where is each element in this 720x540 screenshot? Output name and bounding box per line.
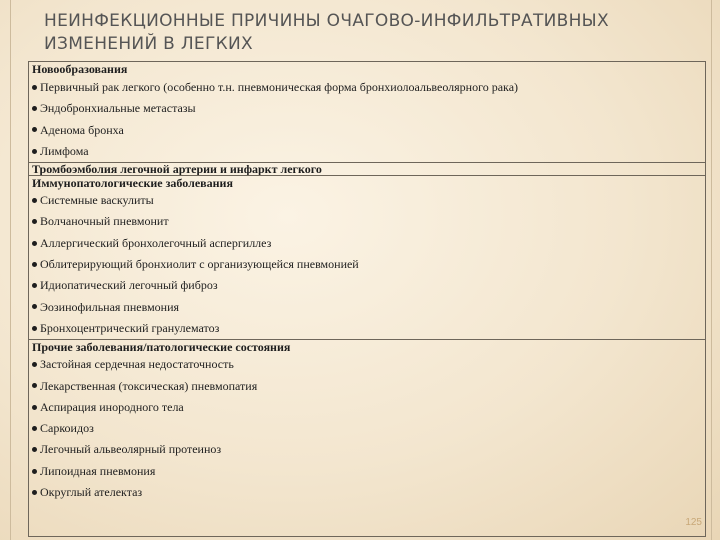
list-item: Аллергический бронхолегочный аспергиллез	[29, 233, 705, 254]
bullet-icon	[32, 469, 37, 474]
slide-frame-right	[711, 0, 712, 540]
bullet-icon	[32, 426, 37, 431]
list-item: Системные васкулиты	[29, 190, 705, 211]
list-item: Эозинофильная пневмония	[29, 297, 705, 318]
list-item: Лимфома	[29, 141, 705, 162]
list-item: Липоидная пневмония	[29, 461, 705, 482]
bullet-icon	[32, 85, 37, 90]
bullet-icon	[32, 149, 37, 154]
list-item: Первичный рак легкого (особенно т.н. пневмоническая форма бронхиолоальвеолярного рака)	[29, 77, 705, 98]
bullet-icon	[32, 127, 37, 132]
bullet-icon	[32, 198, 37, 203]
bullet-icon	[32, 405, 37, 410]
bullet-icon	[32, 283, 37, 288]
list-item: Лекарственная (токсическая) пневмопатия	[29, 376, 705, 397]
section-header-other: Прочие заболевания/патологические состояния	[29, 339, 705, 354]
bullet-icon	[32, 326, 37, 331]
list-item: Округлый ателектаз	[29, 482, 705, 503]
bullet-icon	[32, 262, 37, 267]
list-item: Аспирация инородного тела	[29, 397, 705, 418]
list-item: Идиопатический легочный фиброз	[29, 275, 705, 296]
list-item: Аденома бронха	[29, 120, 705, 141]
list-item: Бронхоцентрический гранулематоз	[29, 318, 705, 339]
bullet-icon	[32, 219, 37, 224]
list-item: Саркоидоз	[29, 418, 705, 439]
list-item: Легочный альвеолярный протеиноз	[29, 439, 705, 460]
list-item: Застойная сердечная недостаточность	[29, 354, 705, 375]
bullet-icon	[32, 304, 37, 309]
list-item: Облитерирующий бронхиолит с организующейся пневмонией	[29, 254, 705, 275]
slide-frame-left	[10, 0, 11, 540]
slide-title: НЕИНФЕКЦИОННЫЕ ПРИЧИНЫ ОЧАГОВО-ИНФИЛЬТРАТИВНЫХ ИЗМЕНЕНИЙ В ЛЕГКИХ	[44, 11, 609, 54]
list-item: Волчаночный пневмонит	[29, 211, 705, 232]
list-item: Эндобронхиальные метастазы	[29, 98, 705, 119]
bullet-icon	[32, 362, 37, 367]
section-header-neoplasms: Новообразования	[32, 62, 128, 76]
bullet-icon	[32, 241, 37, 246]
section-header-immuno: Иммунопатологические заболевания	[29, 175, 705, 190]
page-number: 125	[685, 517, 702, 528]
causes-table	[28, 61, 706, 537]
bullet-icon	[32, 106, 37, 111]
bullet-icon	[32, 490, 37, 495]
bullet-icon	[32, 447, 37, 452]
bullet-icon	[32, 383, 37, 388]
section-header-pe: Тромбоэмболия легочной артерии и инфаркт легкого	[29, 162, 705, 175]
